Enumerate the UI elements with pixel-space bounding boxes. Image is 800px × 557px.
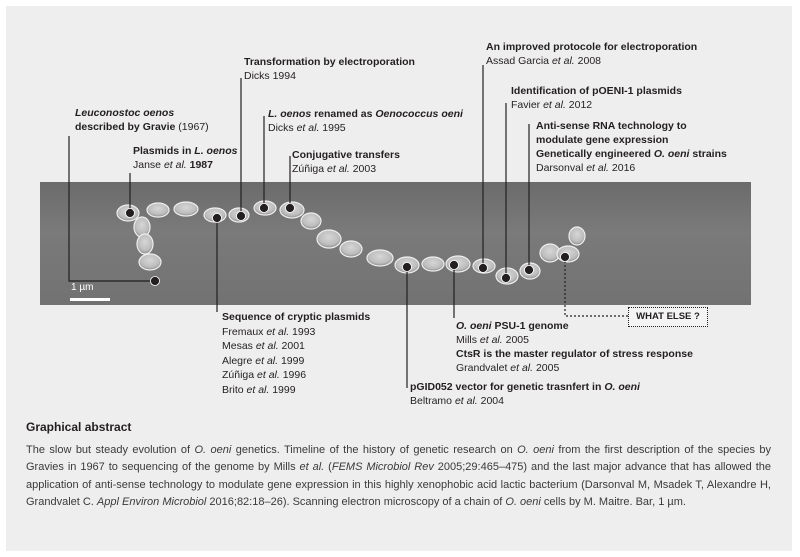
annotation-text: 1999 (278, 354, 305, 367)
annotation-text: et al. (255, 340, 279, 353)
annotation-text: 2005 (502, 334, 529, 346)
annotation-text: 1993 (289, 325, 316, 338)
annotation-line (292, 162, 400, 176)
annotation-line: CtsR is the master regulator of stress response (456, 348, 693, 360)
annotation-improved (486, 40, 697, 68)
annotation-line (133, 144, 237, 158)
annotation-line (456, 361, 693, 375)
annotation-text: 1999 (269, 383, 296, 396)
annotation-text: et al. (296, 122, 320, 134)
annotation-text: Genetically engineered (536, 148, 654, 160)
annotation-text: et al. (163, 159, 187, 171)
annotation-text: et al. (327, 163, 350, 175)
annotation-text: (1967) (175, 121, 209, 133)
caption-text: genetics. Timeline of the history of genetic research on (231, 444, 518, 456)
annotation-pgid (410, 380, 640, 408)
annotation-text: Brito (222, 383, 247, 396)
annotation-text: Alegre (222, 354, 256, 367)
annotation-antisense (536, 119, 727, 175)
annotation-text: Favier (511, 99, 544, 111)
annotation-line (410, 394, 640, 408)
annotation-text: et al. (479, 334, 503, 346)
annotation-line (410, 380, 640, 394)
annotation-line (133, 158, 237, 172)
annotation-text: Grandvalet (456, 362, 511, 374)
what-else-box: WHAT ELSE ? (628, 307, 708, 327)
caption-text: O. oeni (194, 444, 232, 456)
annotation-text: Fremaux (222, 325, 267, 338)
annotation-text: Zúñiga (222, 369, 258, 382)
annotation-text: Dicks (268, 122, 297, 134)
marker-dot (502, 274, 511, 283)
annotation-text: renamed as (311, 108, 376, 120)
annotation-line (511, 98, 682, 112)
annotation-line (268, 107, 463, 121)
annotation-line: Identification of pOENI-1 plasmids (511, 85, 682, 97)
caption-text: 2016;82:18–26). Scanning electron microscopy of a chain of (206, 496, 506, 509)
caption-title: Graphical abstract (26, 420, 132, 434)
annotation-text: et al. (246, 383, 270, 396)
annotation-text: et al. (510, 362, 534, 374)
annotation-transformation (244, 55, 415, 83)
annotation-text: 2004 (477, 395, 504, 407)
annotation-line: Anti-sense RNA technology to (536, 120, 687, 132)
annotation-line (268, 121, 463, 135)
annotation-text: et al. (586, 162, 609, 174)
scale-bar-label: 1 µm (71, 282, 94, 293)
caption-text: FEMS Microbiol Rev (331, 461, 434, 474)
annotation-text: pGID052 vector for genetic trasnfert in (410, 381, 605, 393)
marker-dot (450, 261, 459, 270)
annotation-text: 2003 (349, 163, 377, 175)
annotation-text: et al. (454, 395, 478, 407)
annotation-poeni (511, 84, 682, 112)
annotation-text: described by Gravie (75, 121, 176, 133)
annotation-text: O. oeni (653, 148, 690, 160)
caption-body (26, 442, 771, 512)
annotation-text: 1987 (186, 159, 213, 171)
caption-text: ( (324, 461, 332, 474)
annotation-text: Plasmids in (133, 145, 195, 157)
annotation-psu1 (456, 319, 693, 375)
annotation-text: Assad Garcia (486, 55, 552, 67)
annotation-plasmids (133, 144, 237, 172)
annotation-text: et al. (543, 99, 566, 111)
marker-dot (286, 204, 295, 213)
annotation-text: 2012 (565, 99, 593, 111)
marker-dot (126, 209, 135, 218)
caption-text: 2005;29:465–475) and the last major advance that has allowed the application of anti-sense technology to modulate gene expression in this highly xenophobic acid lactic bacterium (Darsonval M, Msadek T, Alexandre H, Grandvalet C. (26, 461, 771, 509)
annotation-text: L. oenos (268, 108, 312, 120)
annotation-text: et al. (255, 354, 279, 367)
annotation-text: Mesas (222, 340, 256, 353)
caption-text: Appl Environ Microbiol (96, 496, 207, 509)
marker-dot (260, 204, 269, 213)
annotation-line: Leuconostoc oenos (75, 107, 175, 119)
annotation-text: 2001 (278, 340, 305, 353)
annotation-text: strains (689, 148, 727, 160)
caption-text: cells by M. Maitre. Bar, 1 µm. (540, 496, 686, 509)
marker-dot (479, 264, 488, 273)
annotation-text: et al. (257, 369, 280, 382)
annotation-text: Darsonval (536, 162, 587, 174)
annotation-text: PSU-1 genome (491, 320, 569, 332)
annotation-text: Oenococcus oeni (375, 108, 463, 120)
caption-text: from the first description of the species by Gravies in 1967 to sequencing of the genome by Mills (26, 444, 771, 474)
annotation-text: 1996 (279, 369, 307, 382)
annotation-text: 2016 (608, 162, 636, 174)
caption-text: O. oeni (505, 496, 541, 509)
annotation-line (75, 120, 209, 134)
annotation-text: O. oeni (456, 320, 492, 332)
caption-text: The slow but steady evolution of (26, 444, 195, 456)
annotation-text: 2008 (574, 55, 601, 67)
marker-dot (525, 266, 534, 275)
marker-dot (561, 253, 570, 262)
caption-text: et al. (299, 461, 325, 474)
annotation-line (536, 161, 727, 175)
annotation-line (456, 333, 693, 347)
annotation-line (486, 54, 697, 68)
caption-text: O. oeni (517, 444, 554, 456)
marker-dot (403, 263, 412, 272)
annotation-text: Janse (133, 159, 164, 171)
annotation-text: L. oenos (194, 145, 238, 157)
annotation-line (536, 147, 727, 161)
annotation-gravie (75, 106, 209, 134)
annotation-line (222, 383, 370, 398)
annotation-text: Mills (456, 334, 480, 346)
annotation-text: Zúñiga (292, 163, 328, 175)
annotation-line (222, 339, 370, 354)
marker-dot (237, 212, 246, 221)
annotation-line: Sequence of cryptic plasmids (222, 311, 371, 323)
annotation-text: 1995 (319, 122, 346, 134)
marker-dot (151, 277, 160, 286)
annotation-text: Beltramo (410, 395, 455, 407)
annotation-line (222, 368, 370, 383)
annotation-line: Conjugative transfers (292, 149, 400, 161)
annotation-text: et al. (551, 55, 575, 67)
annotation-line: Dicks 1994 (244, 70, 296, 82)
annotation-text: 2005 (533, 362, 560, 374)
annotation-text: O. oeni (604, 381, 640, 393)
annotation-cryptic (222, 310, 370, 398)
annotation-line: modulate gene expression (536, 134, 669, 146)
marker-dot (213, 214, 222, 223)
leader-what-else (565, 257, 628, 316)
annotation-line (222, 325, 370, 340)
annotation-line (222, 354, 370, 369)
annotation-line: An improved protocole for electroporation (486, 41, 698, 53)
annotation-line: Transformation by electroporation (244, 56, 415, 68)
annotation-text: et al. (266, 325, 290, 338)
annotation-renamed (268, 107, 463, 135)
annotation-conjugative (292, 148, 400, 176)
